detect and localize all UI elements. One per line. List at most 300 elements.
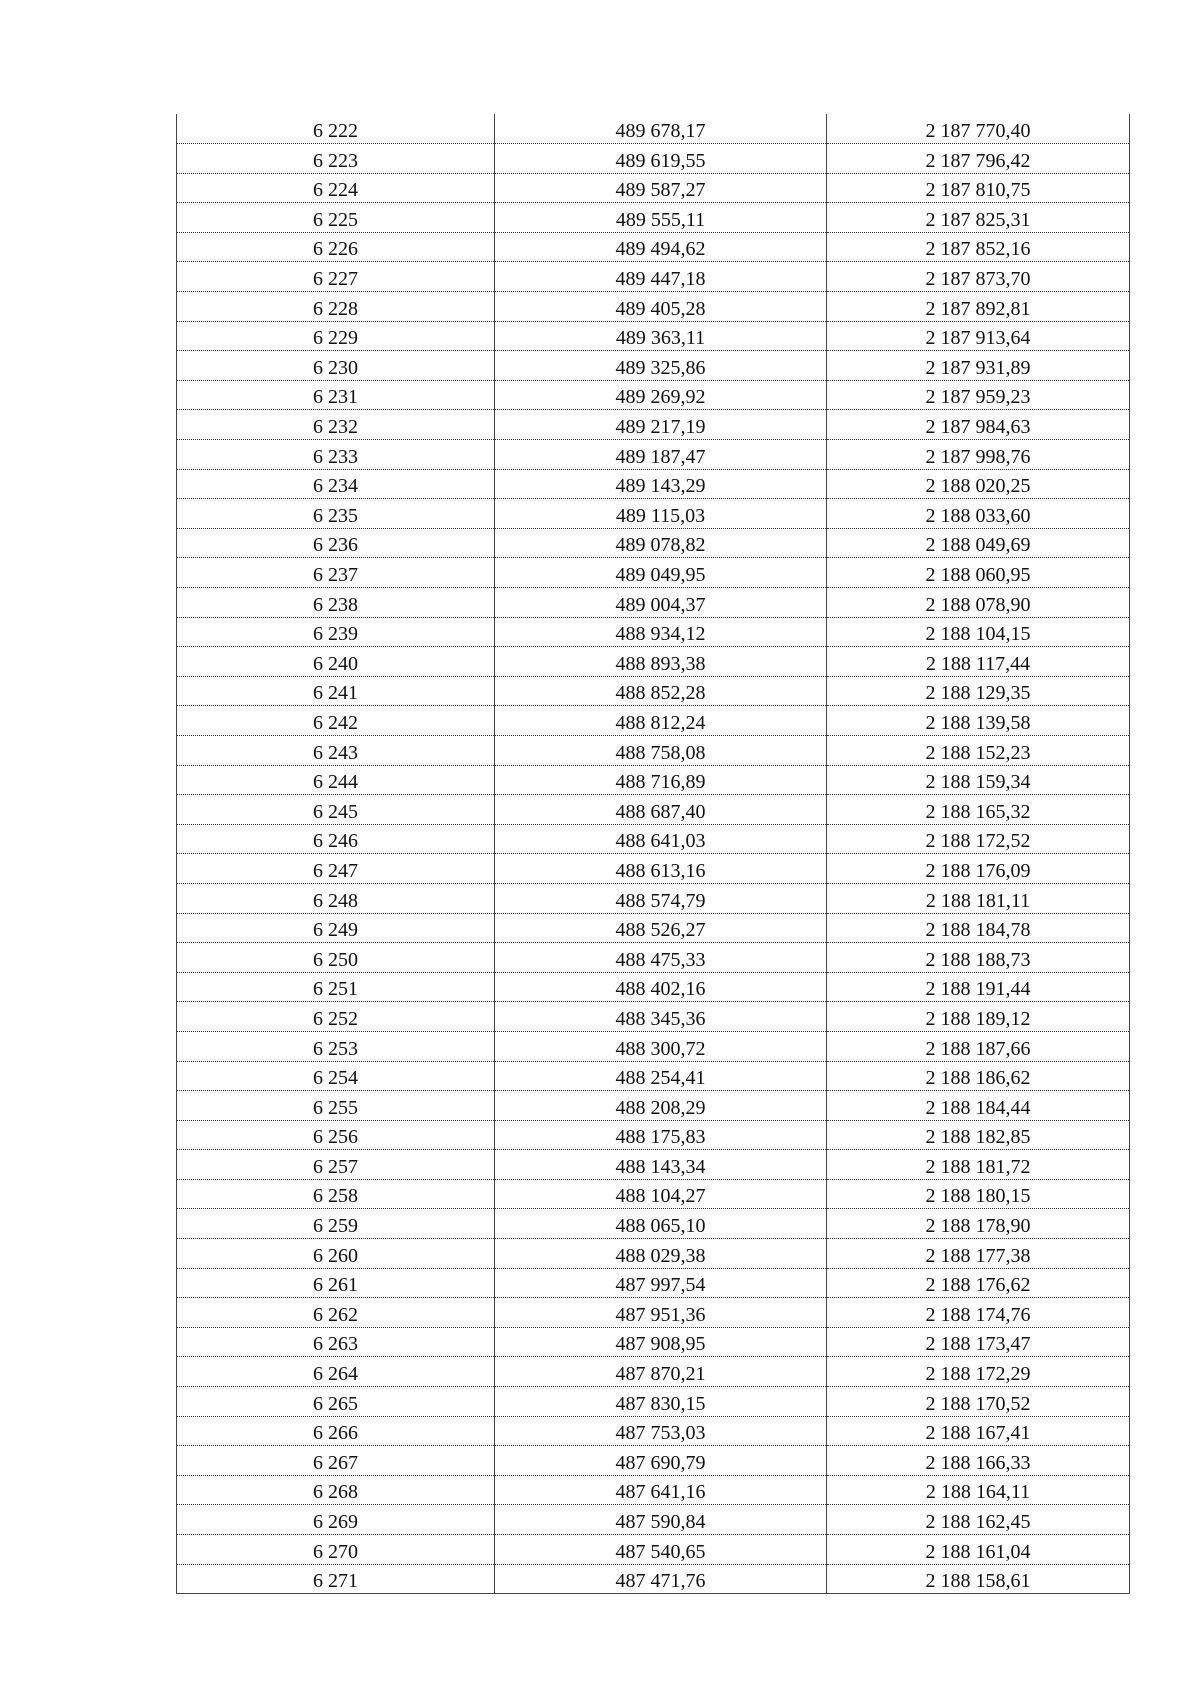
cell-text: 6 232 — [313, 416, 358, 439]
cell-text: 6 228 — [313, 297, 358, 320]
table-row — [177, 1268, 1130, 1298]
y-coordinate-cell — [827, 114, 1130, 144]
cell-text: 488 526,27 — [615, 919, 706, 942]
cell-text: 2 188 167,41 — [925, 1422, 1031, 1445]
cell-text: 6 229 — [313, 327, 358, 350]
x-coordinate-cell — [495, 351, 827, 381]
x-coordinate-cell — [495, 617, 827, 647]
point-number-cell — [177, 943, 495, 973]
x-coordinate-cell — [495, 588, 827, 618]
x-coordinate-cell — [495, 913, 827, 943]
y-coordinate-cell — [827, 795, 1130, 825]
y-coordinate-cell — [827, 706, 1130, 736]
x-coordinate-cell — [495, 943, 827, 973]
cell-text: 2 188 158,61 — [925, 1570, 1031, 1593]
cell-text: 2 187 984,63 — [925, 416, 1031, 439]
y-coordinate-cell — [827, 1564, 1130, 1594]
table-row — [177, 410, 1130, 440]
y-coordinate-cell — [827, 1150, 1130, 1180]
point-number-cell — [177, 1564, 495, 1594]
point-number-cell — [177, 173, 495, 203]
table-row — [177, 1239, 1130, 1269]
x-coordinate-cell — [495, 1416, 827, 1446]
x-coordinate-cell — [495, 883, 827, 913]
cell-text: 489 619,55 — [615, 149, 706, 172]
cell-text: 488 758,08 — [615, 741, 706, 764]
table-row — [177, 913, 1130, 943]
cell-text: 2 187 810,75 — [925, 179, 1031, 202]
cell-text: 6 264 — [313, 1363, 358, 1386]
cell-text: 2 188 078,90 — [925, 593, 1031, 616]
cell-text: 487 590,84 — [615, 1511, 706, 1533]
point-number-cell — [177, 558, 495, 588]
table-row — [177, 647, 1130, 677]
x-coordinate-cell — [495, 647, 827, 677]
point-number-cell — [177, 1268, 495, 1298]
x-coordinate-cell — [495, 735, 827, 765]
table-row — [177, 943, 1130, 973]
cell-text: 488 065,10 — [615, 1215, 706, 1238]
point-number-cell — [177, 1357, 495, 1387]
x-coordinate-cell — [495, 203, 827, 233]
point-number-cell — [177, 1327, 495, 1357]
cell-text: 6 251 — [313, 978, 358, 1001]
cell-text: 489 405,28 — [615, 297, 706, 320]
x-coordinate-cell — [495, 499, 827, 529]
cell-text: 488 716,89 — [615, 771, 706, 794]
x-coordinate-cell — [495, 144, 827, 174]
y-coordinate-cell — [827, 913, 1130, 943]
table-row — [177, 1091, 1130, 1121]
y-coordinate-cell — [827, 1298, 1130, 1328]
point-number-cell — [177, 1298, 495, 1328]
table-row — [177, 1446, 1130, 1476]
cell-text: 2 188 161,04 — [925, 1540, 1031, 1563]
cell-text: 2 188 178,90 — [925, 1215, 1031, 1238]
cell-text: 489 447,18 — [615, 268, 706, 291]
table-row — [177, 173, 1130, 203]
point-number-cell — [177, 854, 495, 884]
cell-text: 488 641,03 — [615, 830, 706, 853]
cell-text: 489 555,11 — [615, 208, 706, 231]
x-coordinate-cell — [495, 1031, 827, 1061]
cell-text: 6 255 — [313, 1096, 358, 1119]
point-number-cell — [177, 1091, 495, 1121]
y-coordinate-cell — [827, 824, 1130, 854]
cell-text: 2 188 180,15 — [925, 1185, 1031, 1208]
point-number-cell — [177, 1387, 495, 1417]
cell-text: 2 188 172,52 — [925, 830, 1031, 853]
cell-text: 6 223 — [313, 149, 358, 172]
cell-text: 489 049,95 — [615, 564, 706, 586]
y-coordinate-cell — [827, 1031, 1130, 1061]
cell-text: 6 237 — [313, 564, 358, 586]
cell-text: 2 188 187,66 — [925, 1037, 1031, 1060]
cell-text: 489 143,29 — [615, 475, 706, 498]
cell-text: 6 239 — [313, 623, 358, 646]
cell-text: 6 246 — [313, 830, 358, 853]
point-number-cell — [177, 321, 495, 351]
y-coordinate-cell — [827, 676, 1130, 706]
cell-text: 6 242 — [313, 711, 358, 734]
cell-text: 488 300,72 — [615, 1037, 706, 1060]
point-number-cell — [177, 706, 495, 736]
cell-text: 2 188 176,62 — [925, 1274, 1031, 1297]
table-row — [177, 469, 1130, 499]
cell-text: 488 613,16 — [615, 859, 706, 882]
table-row — [177, 262, 1130, 292]
y-coordinate-cell — [827, 765, 1130, 795]
x-coordinate-cell — [495, 558, 827, 588]
y-coordinate-cell — [827, 1179, 1130, 1209]
cell-text: 2 188 188,73 — [925, 948, 1031, 971]
cell-text: 488 029,38 — [615, 1244, 706, 1267]
table-row — [177, 499, 1130, 529]
cell-text: 2 188 191,44 — [925, 978, 1031, 1001]
cell-text: 2 188 184,44 — [925, 1096, 1031, 1119]
cell-text: 487 690,79 — [615, 1451, 706, 1474]
cell-text: 487 830,15 — [615, 1392, 706, 1415]
x-coordinate-cell — [495, 1061, 827, 1091]
cell-text: 2 188 166,33 — [925, 1451, 1031, 1474]
x-coordinate-cell — [495, 1179, 827, 1209]
point-number-cell — [177, 292, 495, 322]
y-coordinate-cell — [827, 735, 1130, 765]
cell-text: 2 187 852,16 — [925, 238, 1031, 261]
x-coordinate-cell — [495, 1120, 827, 1150]
y-coordinate-cell — [827, 1357, 1130, 1387]
cell-text: 2 188 159,34 — [925, 771, 1031, 794]
x-coordinate-cell — [495, 1357, 827, 1387]
table-row — [177, 114, 1130, 144]
table-row — [177, 558, 1130, 588]
cell-text: 6 249 — [313, 919, 358, 942]
point-number-cell — [177, 440, 495, 470]
cell-text: 6 259 — [313, 1215, 358, 1238]
table-row — [177, 528, 1130, 558]
x-coordinate-cell — [495, 1150, 827, 1180]
x-coordinate-cell — [495, 469, 827, 499]
cell-text: 489 269,92 — [615, 386, 706, 409]
y-coordinate-cell — [827, 1446, 1130, 1476]
cell-text: 2 188 181,11 — [925, 889, 1031, 912]
cell-text: 2 188 020,25 — [925, 475, 1031, 498]
table-row — [177, 972, 1130, 1002]
cell-text: 6 265 — [313, 1392, 358, 1415]
point-number-cell — [177, 647, 495, 677]
table-row — [177, 1150, 1130, 1180]
table-row — [177, 617, 1130, 647]
cell-text: 6 241 — [313, 682, 358, 705]
cell-text: 6 256 — [313, 1126, 358, 1149]
cell-text: 488 104,27 — [615, 1185, 706, 1208]
x-coordinate-cell — [495, 765, 827, 795]
y-coordinate-cell — [827, 1505, 1130, 1535]
y-coordinate-cell — [827, 1387, 1130, 1417]
y-coordinate-cell — [827, 410, 1130, 440]
table-row — [177, 1327, 1130, 1357]
coordinates-table-body — [177, 114, 1130, 1594]
cell-text: 489 325,86 — [615, 356, 706, 379]
table-row — [177, 795, 1130, 825]
cell-text: 488 345,36 — [615, 1007, 706, 1030]
x-coordinate-cell — [495, 321, 827, 351]
cell-text: 6 225 — [313, 208, 358, 231]
y-coordinate-cell — [827, 854, 1130, 884]
point-number-cell — [177, 1446, 495, 1476]
table-row — [177, 706, 1130, 736]
cell-text: 6 247 — [313, 859, 358, 882]
cell-text: 6 263 — [313, 1333, 358, 1356]
y-coordinate-cell — [827, 1327, 1130, 1357]
point-number-cell — [177, 351, 495, 381]
cell-text: 488 893,38 — [615, 652, 706, 675]
cell-text: 487 471,76 — [615, 1570, 706, 1593]
table-row — [177, 854, 1130, 884]
table-row — [177, 351, 1130, 381]
point-number-cell — [177, 1120, 495, 1150]
table-row — [177, 1209, 1130, 1239]
cell-text: 6 258 — [313, 1185, 358, 1208]
y-coordinate-cell — [827, 380, 1130, 410]
cell-text: 6 257 — [313, 1155, 358, 1178]
table-row — [177, 1535, 1130, 1565]
table-row — [177, 1298, 1130, 1328]
x-coordinate-cell — [495, 1475, 827, 1505]
x-coordinate-cell — [495, 380, 827, 410]
y-coordinate-cell — [827, 321, 1130, 351]
cell-text: 6 243 — [313, 741, 358, 764]
cell-text: 2 188 165,32 — [925, 800, 1031, 823]
cell-text: 6 252 — [313, 1007, 358, 1030]
cell-text: 2 188 182,85 — [925, 1126, 1031, 1149]
point-number-cell — [177, 913, 495, 943]
table-row — [177, 1505, 1130, 1535]
x-coordinate-cell — [495, 528, 827, 558]
x-coordinate-cell — [495, 114, 827, 144]
cell-text: 6 261 — [313, 1274, 358, 1297]
table-row — [177, 321, 1130, 351]
cell-text: 489 494,62 — [615, 238, 706, 261]
cell-text: 6 268 — [313, 1481, 358, 1504]
y-coordinate-cell — [827, 469, 1130, 499]
cell-text: 6 236 — [313, 534, 358, 557]
cell-text: 6 222 — [313, 120, 358, 143]
cell-text: 488 475,33 — [615, 948, 706, 971]
y-coordinate-cell — [827, 1061, 1130, 1091]
cell-text: 2 188 117,44 — [925, 652, 1031, 675]
cell-text: 488 934,12 — [615, 623, 706, 646]
cell-text: 489 115,03 — [615, 504, 706, 527]
point-number-cell — [177, 1061, 495, 1091]
y-coordinate-cell — [827, 588, 1130, 618]
table-row — [177, 1002, 1130, 1032]
cell-text: 489 004,37 — [615, 593, 706, 616]
table-row — [177, 588, 1130, 618]
cell-text: 6 235 — [313, 504, 358, 527]
x-coordinate-cell — [495, 232, 827, 262]
cell-text: 2 188 104,15 — [925, 623, 1031, 646]
y-coordinate-cell — [827, 1091, 1130, 1121]
x-coordinate-cell — [495, 1505, 827, 1535]
cell-text: 488 687,40 — [615, 800, 706, 823]
x-coordinate-cell — [495, 1327, 827, 1357]
x-coordinate-cell — [495, 440, 827, 470]
y-coordinate-cell — [827, 292, 1130, 322]
point-number-cell — [177, 883, 495, 913]
cell-text: 6 238 — [313, 593, 358, 616]
y-coordinate-cell — [827, 617, 1130, 647]
table-row — [177, 380, 1130, 410]
x-coordinate-cell — [495, 1209, 827, 1239]
table-row — [177, 232, 1130, 262]
y-coordinate-cell — [827, 972, 1130, 1002]
cell-text: 6 260 — [313, 1244, 358, 1267]
cell-text: 6 244 — [313, 771, 358, 794]
x-coordinate-cell — [495, 972, 827, 1002]
cell-text: 2 188 139,58 — [925, 711, 1031, 734]
table-row — [177, 1475, 1130, 1505]
x-coordinate-cell — [495, 1387, 827, 1417]
y-coordinate-cell — [827, 1268, 1130, 1298]
cell-text: 6 271 — [313, 1570, 358, 1593]
x-coordinate-cell — [495, 854, 827, 884]
cell-text: 488 402,16 — [615, 978, 706, 1001]
point-number-cell — [177, 499, 495, 529]
table-row — [177, 1120, 1130, 1150]
cell-text: 6 226 — [313, 238, 358, 261]
cell-text: 488 574,79 — [615, 889, 706, 912]
point-number-cell — [177, 528, 495, 558]
cell-text: 489 678,17 — [615, 120, 706, 143]
cell-text: 6 233 — [313, 445, 358, 468]
point-number-cell — [177, 1535, 495, 1565]
cell-text: 488 852,28 — [615, 682, 706, 705]
point-number-cell — [177, 410, 495, 440]
point-number-cell — [177, 1150, 495, 1180]
table-row — [177, 1031, 1130, 1061]
x-coordinate-cell — [495, 824, 827, 854]
cell-text: 487 870,21 — [615, 1363, 706, 1386]
point-number-cell — [177, 795, 495, 825]
x-coordinate-cell — [495, 1091, 827, 1121]
y-coordinate-cell — [827, 173, 1130, 203]
y-coordinate-cell — [827, 203, 1130, 233]
y-coordinate-cell — [827, 262, 1130, 292]
cell-text: 488 208,29 — [615, 1096, 706, 1119]
cell-text: 6 269 — [313, 1511, 358, 1533]
point-number-cell — [177, 232, 495, 262]
cell-text: 2 188 181,72 — [925, 1155, 1031, 1178]
cell-text: 2 187 892,81 — [925, 297, 1031, 320]
cell-text: 6 267 — [313, 1451, 358, 1474]
cell-text: 6 248 — [313, 889, 358, 912]
point-number-cell — [177, 765, 495, 795]
x-coordinate-cell — [495, 173, 827, 203]
table-row — [177, 292, 1130, 322]
table-row — [177, 1179, 1130, 1209]
y-coordinate-cell — [827, 499, 1130, 529]
y-coordinate-cell — [827, 232, 1130, 262]
point-number-cell — [177, 1031, 495, 1061]
y-coordinate-cell — [827, 1475, 1130, 1505]
point-number-cell — [177, 1179, 495, 1209]
cell-text: 2 188 152,23 — [925, 741, 1031, 764]
cell-text: 488 175,83 — [615, 1126, 706, 1149]
point-number-cell — [177, 262, 495, 292]
cell-text: 6 231 — [313, 386, 358, 409]
y-coordinate-cell — [827, 440, 1130, 470]
cell-text: 6 270 — [313, 1540, 358, 1563]
point-number-cell — [177, 203, 495, 233]
x-coordinate-cell — [495, 292, 827, 322]
cell-text: 488 254,41 — [615, 1067, 706, 1090]
cell-text: 6 253 — [313, 1037, 358, 1060]
table-row — [177, 735, 1130, 765]
cell-text: 6 240 — [313, 652, 358, 675]
cell-text: 2 188 129,35 — [925, 682, 1031, 705]
table-row — [177, 144, 1130, 174]
cell-text: 487 540,65 — [615, 1540, 706, 1563]
cell-text: 487 753,03 — [615, 1422, 706, 1445]
point-number-cell — [177, 1475, 495, 1505]
cell-text: 489 217,19 — [615, 416, 706, 439]
table-row — [177, 1357, 1130, 1387]
cell-text: 2 188 174,76 — [925, 1303, 1031, 1326]
cell-text: 2 187 959,23 — [925, 386, 1031, 409]
table-row — [177, 1564, 1130, 1594]
x-coordinate-cell — [495, 1535, 827, 1565]
cell-text: 2 188 177,38 — [925, 1244, 1031, 1267]
x-coordinate-cell — [495, 1564, 827, 1594]
cell-text: 2 187 873,70 — [925, 268, 1031, 291]
cell-text: 487 908,95 — [615, 1333, 706, 1356]
point-number-cell — [177, 588, 495, 618]
x-coordinate-cell — [495, 795, 827, 825]
point-number-cell — [177, 469, 495, 499]
cell-text: 2 187 913,64 — [925, 327, 1031, 350]
y-coordinate-cell — [827, 528, 1130, 558]
cell-text: 2 188 184,78 — [925, 919, 1031, 942]
cell-text: 2 188 176,09 — [925, 859, 1031, 882]
x-coordinate-cell — [495, 1002, 827, 1032]
y-coordinate-cell — [827, 943, 1130, 973]
cell-text: 2 188 189,12 — [925, 1007, 1031, 1030]
cell-text: 6 224 — [313, 179, 358, 202]
table-row — [177, 1416, 1130, 1446]
y-coordinate-cell — [827, 1416, 1130, 1446]
cell-text: 488 812,24 — [615, 711, 706, 734]
cell-text: 2 187 931,89 — [925, 356, 1031, 379]
cell-text: 2 188 049,69 — [925, 534, 1031, 557]
x-coordinate-cell — [495, 1298, 827, 1328]
cell-text: 6 234 — [313, 475, 358, 498]
cell-text: 6 245 — [313, 800, 358, 823]
x-coordinate-cell — [495, 1446, 827, 1476]
cell-text: 6 250 — [313, 948, 358, 971]
cell-text: 487 641,16 — [615, 1481, 706, 1504]
cell-text: 2 188 172,29 — [925, 1363, 1031, 1386]
cell-text: 2 187 825,31 — [925, 208, 1031, 231]
point-number-cell — [177, 1002, 495, 1032]
cell-text: 487 997,54 — [615, 1274, 706, 1297]
cell-text: 488 143,34 — [615, 1155, 706, 1178]
table-row — [177, 824, 1130, 854]
coordinates-table — [176, 114, 1130, 1594]
x-coordinate-cell — [495, 676, 827, 706]
y-coordinate-cell — [827, 351, 1130, 381]
cell-text: 2 187 796,42 — [925, 149, 1031, 172]
